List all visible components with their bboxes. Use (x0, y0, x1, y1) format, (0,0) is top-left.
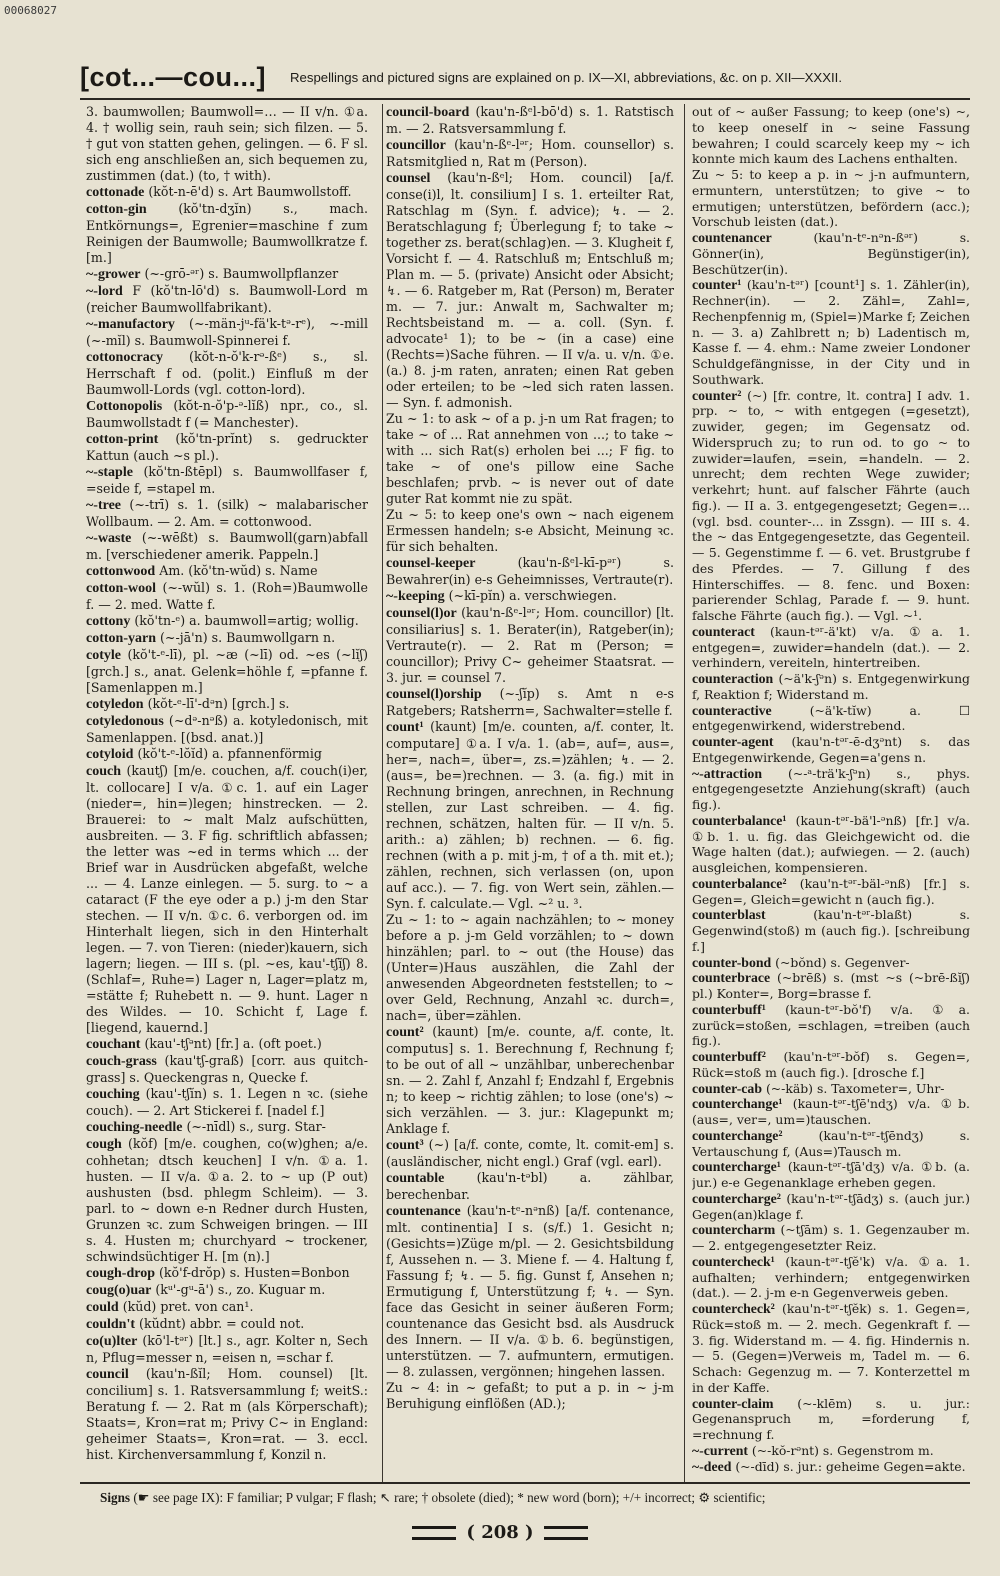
entry-text: (kŭd) pret. von can¹. (122, 1299, 254, 1314)
headword: cotyloid (86, 747, 134, 762)
headword: counsel(l)orship (386, 687, 482, 702)
dictionary-entry (692, 671, 970, 703)
dictionary-entry (86, 1333, 368, 1366)
dictionary-entry (692, 1301, 970, 1396)
dictionary-entry (692, 624, 970, 671)
entry-text: (kaunt) [m/e. counte, a/f. conte, lt. computus] s. 1. Berechnung f, Rechnung f; to be out of all ~ unzählbar, unberechenbar sn. — 2. Zahl f, Anzahl f; Endzahl f, Ergebnis n; to keep ~ richtig zählen; to lose (one's) ~ sich verzählen. — 3. jur.: Klagepunkt m; Anklage f. (386, 1024, 674, 1136)
dictionary-entry (386, 1024, 674, 1137)
dictionary-entry (386, 719, 674, 912)
dictionary-entry (692, 970, 970, 1002)
headword: count³ (386, 1138, 424, 1153)
entry-text: (~-nīdl) s., surg. Star- (186, 1119, 326, 1134)
entry-text: 3. baumwollen; Baumwoll=… — II v/n. ①a. 4. † wollig sein, rauh sein; sich filzen. — 5. † gut von statten gehen, gelingen. — 6. F sl. sich eng anschließen an, sich bequemen zu, zustimmen (dat.) (to, † with). (86, 104, 368, 183)
headword: cough (86, 1137, 122, 1152)
headword: counterchange¹ (692, 1096, 783, 1112)
headword: counter-agent (692, 734, 774, 749)
dictionary-entry (386, 1203, 674, 1380)
headword: countenancer (692, 230, 772, 245)
headword: cotton-wool (86, 581, 156, 596)
dictionary-entry (86, 630, 368, 647)
dictionary-entry (86, 1136, 368, 1265)
dictionary-entry (86, 201, 368, 266)
dictionary-entry (692, 955, 970, 971)
dictionary-entry (86, 696, 368, 713)
entry-text: (kau'tʃ-graß) [corr. aus quitch-grass] s. Queckengras n, Quecke f. (86, 1053, 368, 1085)
headword: counter-claim (692, 1395, 774, 1411)
headword: counterbalance² (692, 875, 787, 891)
entry-text: (~-ʃĭp) s. Amt n e-s Ratgebers; Ratsherrn=, Sachwalter=stelle f. (386, 686, 674, 718)
dictionary-entry (86, 1036, 368, 1053)
dictionary-entry (692, 1222, 970, 1254)
column-2 (386, 104, 674, 1482)
headword: ~-deed (692, 1458, 732, 1474)
entry-text: (~bŏnd) s. Gegenver- (775, 954, 910, 970)
entry-text: (kaun-tᵊʳ-tʃā'dʒ) v/a. ①b. (a. jur.) e-e Gegenanklage erheben gegen. (692, 1159, 970, 1190)
page-header (80, 62, 970, 98)
dictionary-entry (692, 1191, 970, 1223)
signs-text: (☛ see page IX): F familiar; P vulgar; F flash; ↖ rare; † obsolete (died); * new word (born); +/+ incorrect; ⚙ scientific; (133, 1490, 766, 1505)
dictionary-entry (86, 1053, 368, 1086)
dictionary-entry (86, 316, 368, 349)
headword: ~-keeping (386, 589, 445, 604)
headword: couchant (86, 1037, 141, 1052)
entry-text: (kau'-tʃᵊnt) [fr.] a. (oft poet.) (144, 1036, 322, 1051)
entry-text: (kŭdnt) abbr. = could not. (139, 1316, 305, 1331)
entry-text: (kau'n-tᵊʳ-blaßt) s. Gegenwind(stoß) m (auch fig.). [schreibung f.] (692, 907, 970, 954)
dictionary-entry (386, 588, 674, 605)
entry-text: Zu ~ 1: to ask ~ of a p. j-n um Rat fragen; to take ~ of ... Rat annehmen von ...; to take ~ with ... sich Rat(s) erholen bei ...; F fig. to take ~ of one's pillow eine Sache beschlafen; prvb. ~ is never out of date guter Rat kommt nie zu spät. (386, 411, 674, 506)
entry-text: (kau'n-tᵊʳ-bäl-ᵊnß) [fr.] s. Gegen=, Gleich=gewicht n (auch fig.). (692, 875, 970, 907)
dictionary-entry (692, 1049, 970, 1081)
headword: ~-grower (86, 267, 141, 282)
entry-text: (kŏ'tn-prĭnt) s. gedruckter Kattun (auch ~s pl.). (86, 431, 368, 463)
headword: ~-staple (86, 465, 133, 480)
dictionary-entry (692, 766, 970, 813)
dictionary-entry (386, 1137, 674, 1170)
headword: ~-tree (86, 498, 121, 513)
headword: ~-lord (86, 284, 123, 299)
headword: countercheck² (692, 1301, 775, 1316)
headword: counterbrace (692, 970, 771, 986)
headword: cotton-print (86, 432, 159, 447)
entry-text: (~) [fr. contre, lt. contra] I adv. 1. prp. ~ to, ~ with entgegen (=gesetzt), zuwider, gegen; im Gegensatz od. Widerspruch zu; to run od. to go ~ to zuwider=laufen, =sein, =handeln. — 2. unrecht; dem rechten Wege zuwider; verkehrt; hunt. auf falscher Fährte (auch fig.). — II a. 3. entgegengesetzt; Gegen=... (vgl. bsd. counter-... in Zssgn). — III s. 4. the ~ das Entgegengesetzte, das Gegenteil. — 5. Gegenstimme f. — 6. vet. Brustgrube f des Pferdes. — 7. Gillung f des Hinterschiffes. — 8. fenc. und Boxen: parierender Schlag, Parade f. — 9. hunt. falsche Fährte (auch fig.). — Vgl. ~¹. (692, 387, 970, 623)
dictionary-entry (86, 104, 368, 184)
entry-text: (~ä'k-tĭw) a. ☐ entgegenwirkend, widerstrebend. (692, 702, 970, 734)
dictionary-entry (386, 555, 674, 588)
dictionary-entry (86, 398, 368, 431)
dictionary-entry (86, 464, 368, 497)
entry-text: (kau'-tʃĭn) s. 1. Legen n ꝛc. (siehe couch). — 2. Art Stickerei f. [nadel f.] (86, 1086, 368, 1118)
entry-text: out of ~ außer Fassung; to keep (one's) ~, to keep oneself in ~ seine Fassung bewahren; I could scarcely keep my ~ ich konnte mich kaum des Lachens enthalten. (692, 104, 970, 167)
entry-text: (kŏt-ᵉ-lī'-dᵊn) [grch.] s. (147, 696, 290, 711)
dictionary-entry (692, 388, 970, 624)
headword: cotyle (86, 648, 121, 663)
entry-text: (kau'n-tᵊʳ) [count¹] s. 1. Zähler(in), Rechner(in). — 2. Zähl=, Zahl=, Rechenpfennig m, (Spiel=)Marke f; Zeichen n. — 3. a) Zahlbrett n; b) Ladentisch m, Kasse f. — 4. ehm.: Name zweier Londoner Schuldgefängnisse, in der City und in Southwark. (692, 277, 970, 387)
headword: could (86, 1300, 119, 1315)
headword: countenance (386, 1204, 461, 1219)
entry-text: (kau'n-ßᵉl-bō'd) s. 1. Ratstisch m. — 2. Ratsversammlung f. (386, 104, 674, 136)
entry-text: (~-wēßt) s. Baumwoll(garn)abfall m. [verschiedener amerik. Pappeln.] (86, 530, 368, 562)
headword: countable (386, 1171, 445, 1186)
headword: counsel-keeper (386, 556, 476, 571)
dictionary-entry (386, 104, 674, 137)
entry-text: (kau'n-tᵊʳ-ē-dʒᵊnt) s. das Entgegenwirkende, Gegen=a'gens n. (692, 734, 970, 765)
entry-text: (kŏ'tn-dʒĭn) s., mach. Entkörnungs=, Egrenier=maschine f zum Reinigen der Baumwolle; Baumwollkratze f. [m.] (86, 201, 368, 265)
headword: counteract (692, 623, 755, 639)
dictionary-entry (86, 763, 368, 1036)
headword: cotyledonous (86, 714, 164, 729)
entry-text: (kau'n-tᵊʳ-bŏf) s. Gegen=, Rück=stoß m (auch fig.). [drosche f.] (692, 1049, 970, 1080)
entry-text: (kᵘ'-gᵘ-ā') s., zo. Kuguar m. (155, 1282, 326, 1297)
dictionary-entry (692, 907, 970, 954)
entry-text: F (kŏ'tn-lō'd) s. Baumwoll-Lord m (reicher Baumwollfabrikant). (86, 283, 368, 315)
entry-text: (kau'n-tᵉ-nᵊnß) [a/f. contenance, mlt. continentia] I s. (s/f.) 1. Gesicht n; (Gesichts=)Züge m/pl. — 2. Gesichtsbildung f, Aussehen n. — 3. Miene f. — 4. Haltung f, Fassung f; ↯. — 5. fig. Gunst f, Ansehen n; Ermutigung f, Unterstützung f; ↯. — Syn. face das Gesicht in seiner äußeren Form; countenance das Gesicht bsd. als Ausdruck des Innern. — II v/a. ①b. 6. begünstigen, unterstützen. — 7. aufmuntern, ermutigen. — 8. zulassen, vergönnen; hingehen lassen. (386, 1203, 674, 1379)
entry-text: (kŏ't-ᵉ-lī), pl. ~æ (~lī) od. ~es (~lĭʃ) [grch.] s., anat. Gelenk=höhle f, =pfanne f. [Samenlappen m.] (86, 647, 368, 695)
entry-text: (~brēß) s. (mst ~s (~brē-ßĭʃ) pl.) Konter=, Borg=brasse f. (692, 970, 970, 1001)
headword: counteraction (692, 671, 774, 686)
guide-words: [cot...—cou...] (80, 62, 266, 92)
dictionary-entry (86, 647, 368, 696)
headword: counter² (692, 387, 742, 403)
entry-text: (~kī-pĭn) a. verschwiegen. (448, 588, 617, 603)
dictionary-entry (692, 1096, 970, 1128)
dictionary-entry (692, 1443, 970, 1459)
headword: cottony (86, 614, 131, 629)
dictionary-entry (86, 1316, 368, 1333)
entry-text: (kŏt-n-ŏ'p-ᵊ-lĭß) npr., co., sl. Baumwollstadt f (= Manchester). (86, 398, 368, 430)
headword: cotton-gin (86, 202, 147, 217)
headword: counter-cab (692, 1080, 762, 1096)
entry-text: (kau'n-tᵊʳ-tʃĕk) s. 1. Gegen=, Rück=stoß m. — 2. mech. Gegenkraft f. — 3. fig. Widerstand m. — 4. fig. Hindernis n. — 5. (Gegen=)Verweis m, Tadel m. — 6. Schach: Gegenzug m. — 7. Konterzettel m in der Kaffe. (692, 1301, 970, 1395)
entry-text: (~-grō-ᵊʳ) s. Baumwollpflanzer (144, 266, 339, 281)
dictionary-entry (86, 746, 368, 763)
entry-text: (kaun-tᵊʳ-ä'kt) v/a. ①a. 1. entgegen=, zuwider=handeln (dat.). — 2. verhindern, vereiteln, hintertreiben. (692, 623, 970, 671)
dictionary-entry (386, 411, 674, 507)
dictionary-entry (86, 1086, 368, 1119)
headword: countercharge² (692, 1190, 781, 1206)
dictionary-entry (86, 1366, 368, 1463)
headword: count¹ (386, 720, 424, 735)
dictionary-entry (692, 277, 970, 387)
entry-text: (~-dīd) s. jur.: geheime Gegen=akte. (735, 1458, 966, 1474)
header-note: Respellings and pictured signs are explained on p. IX—XI, abbreviations, &c. on p. XII—XXXII. (290, 70, 842, 85)
dictionary-entry (692, 734, 970, 766)
page-number (0, 1522, 1000, 1543)
entry-text: (~-trī) s. 1. (silk) ~ malabarischer Wollbaum. — 2. Am. = cottonwood. (86, 497, 368, 529)
left-ornament (412, 1526, 456, 1540)
entry-text: (~-ᵃ-trä'k-ʃᵊn) s., phys. entgegengesetzte Anziehung(skraft) (auch fig.). (692, 765, 970, 812)
entry-text: Am. (kŏ'tn-wŭd) s. Name (159, 563, 318, 578)
entry-text: (kŏt-n-ē'd) s. Art Baumwollstoff. (148, 184, 352, 199)
entry-text: (kau'n-ßᵉl; Hom. council) [a/f. conse(i)l, lt. consilium] I s. 1. erteilter Rat, Ratschlag m (Syn. f. advice); ↯. — 2. Beratschlagung f; Überlegung f; to take ~ together zs. berat(schlag)en. — 3. Klugheit f, Vorsicht f. — 4. Ratschluß m; Entschluß m; Plan m. — 5. (private) Ansicht oder Absicht; ↯. — 6. Ratgeber m, Rat (Person) m, Berater m. — 7. jur.: Anwalt m, Sachwalter m; Rechtsbeistand m. — a. coll. (Syn. f. advocate¹ 1); to be ~ (in a case) eine (Rechts=)Sache führen. — II v/a. u. v/n. ①e.(a.) 8. j-m raten, anraten; einen Rat geben oder erteilen; to be ~led sich raten lassen. — Syn. f. admonish. (386, 170, 674, 410)
headword: couch-grass (86, 1054, 157, 1069)
dictionary-entry (692, 1128, 970, 1160)
headword: council-board (386, 105, 470, 120)
dictionary-entry (692, 1081, 970, 1097)
entry-text: (kau'n-ßᵉ-lᵊʳ; Hom. councillor) [lt. consiliarius] s. 1. Berater(in), Ratgeber(in); Vertraute(r). — 2. Rat m (Person; = councillor); Privy C~ geheimer Staatsrat. — 3. jur. = counsel 7. (386, 605, 674, 685)
entry-text: Zu ~ 5: to keep a p. in ~ j-n aufmuntern, ermuntern, unterstützen; to give ~ to ermutigen; unterstützen, befördern (acc.); Vorschub leisten (dat.). (692, 167, 970, 230)
headword: cotton-yarn (86, 631, 156, 646)
right-ornament (544, 1526, 588, 1540)
entry-text: (~-män-jᵘ-fä'k-tᵊ-rᵉ), ~-mill (~-mĭl) s. Baumwoll-Spinnerei f. (86, 316, 368, 348)
headword: ~-attraction (692, 765, 763, 781)
dictionary-entry (86, 283, 368, 316)
signs-label: Signs (100, 1490, 131, 1505)
dictionary-entry (86, 580, 368, 613)
dictionary-entry (386, 605, 674, 686)
entry-text: (kŏ't-ᵉ-lŏĭd) a. pfannenförmig (137, 746, 322, 761)
dictionary-entry (86, 1119, 368, 1136)
headword: countercharm (692, 1222, 776, 1238)
entry-text: (kau'n-ßĭl; Hom. counsel) [lt. concilium] s. 1. Ratsversammlung f; weitS.: Beratung f. — 2. Rat m (als Körperschaft); Staats=, Kron=rat m; Privy C~ in England: geheimer Staats=, Kron=rat. — 3. eccl. hist. Kirchenversammlung f, Konzil n. (86, 1366, 368, 1462)
headword: coug(o)uar (86, 1283, 152, 1298)
entry-text: (kaunt) [m/e. counten, a/f. conter, lt. computare] ①a. I v/a. 1. (ab=, auf=, aus=, her=, nach=, über=, zs.=)zählen; ↯. — 2. (aus=, be=)rechnen. — 3. (a. fig.) mit in Rechnung bringen, anrechnen, in Rechnung stellen, zur Last schreiben. — 4. fig. rechnen, schätzen, halten für. — II v/n. 5. arith.: a) zählen; b) rechnen. — 6. fig. rechnen (with a p. mit j-m, † of a th. mit et.); zählen, rechnen, sich verlassen (on, upon auf acc.). — 7. fig. von Wert sein, zählen.— Syn. f. calculate.— Vgl. ~² u. ³. (386, 719, 674, 911)
dictionary-entry (86, 563, 368, 580)
headword: counterbuff² (692, 1049, 766, 1064)
entry-text: (kau'n-ßᵉl-kī-pᵊʳ) s. Bewahrer(in) e-s Geheimnisses, Vertraute(r). (386, 555, 674, 587)
dictionary-entry (386, 912, 674, 1024)
headword: couching (86, 1087, 140, 1102)
dictionary-entry (692, 230, 970, 277)
headword: counsel(l)or (386, 606, 457, 621)
footer-rule (80, 1482, 970, 1484)
entry-text: (kŏf) [m/e. coughen, co(w)ghen; a/e. cohhetan; dtsch keuchen] I v/n. ①a. 1. husten. — II v/a. ①a. 2. to ~ up (P out) aushusten (bsd. phlegm Schleim). — 3. parl. to ~ down e-n Redner durch Husten, Grunzen ꝛc. zum Schweigen bringen. — III s. 4. Husten m; churchyard ~ trockener, schwindsüchtiger H. [m (n).] (86, 1136, 368, 1264)
dictionary-entry (386, 686, 674, 719)
entry-text: (kau'n-tᵊʳ-tʃēndʒ) s. Vertauschung f, (Aus=)Tausch m. (692, 1127, 970, 1159)
entry-text: (kaun-tᵊʳ-tʃē'ndʒ) v/a. ①b. (aus=, ver=, um=)tauschen. (692, 1096, 970, 1127)
headword: count² (386, 1025, 424, 1040)
headword: Cottonopolis (86, 399, 163, 414)
headword: cottonwood (86, 564, 156, 579)
dictionary-entry (386, 1380, 674, 1412)
headword: couch (86, 764, 121, 779)
dictionary-entry (692, 1254, 970, 1301)
dictionary-entry (692, 876, 970, 908)
dictionary-entry (692, 813, 970, 876)
dictionary-entry (386, 170, 674, 411)
entry-text: Zu ~ 5: to keep one's own ~ nach eigenem Ermessen handeln; s-e Absicht, Meinung ꝛc. für sich behalten. (386, 507, 674, 554)
entry-text: Zu ~ 1: to ~ again nachzählen; to ~ money before a p. j-m Geld vorzählen; to ~ down hinzählen; parl. to ~ out (the House) das (Unter=)Haus auszählen, die Zahl der anwesenden Abgeordneten feststellen; to ~ over Geld, Rechnung, Anzahl ꝛc. durch=, nach=, über=zählen. (386, 912, 674, 1023)
headword: counteractive (692, 702, 772, 718)
entry-text: (~dᵊ-nᵊß) a. kotyledonisch, mit Samenlappen. [(bsd. anat.)] (86, 713, 368, 745)
headword: cotyledon (86, 697, 144, 712)
entry-text: (~ä'k-ʃᵊn) s. Entgegenwirkung f, Reaktion f; Widerstand m. (692, 671, 970, 702)
headword: ~-current (692, 1442, 748, 1458)
dictionary-entry (386, 137, 674, 170)
headword: couching-needle (86, 1120, 183, 1135)
headword: counter-bond (692, 954, 772, 970)
dictionary-entry (86, 431, 368, 464)
header-rule (80, 98, 970, 100)
headword: ~-waste (86, 531, 132, 546)
dictionary-entry (692, 1002, 970, 1049)
entry-text: (kŏ'tn-ᵉ) a. baumwoll=artig; wollig. (134, 613, 359, 628)
entry-text: (kaun-tᵊʳ-tʃĕ'k) v/a. ①a. 1. aufhalten; verhindern; entgegenwirken (dat.). — 2. j-m e-n Gegenverweis geben. (692, 1253, 970, 1301)
headword: counterchange² (692, 1127, 783, 1143)
entry-text: (~-wŭl) s. 1. (Roh=)Baumwolle f. — 2. med. Watte f. (86, 580, 368, 612)
headword: couldn't (86, 1317, 136, 1332)
dictionary-columns (86, 104, 970, 1482)
headword: cough-drop (86, 1266, 155, 1281)
dictionary-entry (86, 349, 368, 398)
headword: counter¹ (692, 277, 742, 293)
dictionary-entry (86, 497, 368, 530)
dictionary-entry (86, 1282, 368, 1299)
entry-text: (kŏt-n-ŏ'k-rᵊ-ßᵉ) s., sl. Herrschaft f od. (polit.) Einfluß m der Baumwoll-Lords (vgl. cotton-lord). (86, 349, 368, 397)
entry-text: (kau'n-ßᵉ-lᵊʳ; Hom. counsellor) s. Ratsmitglied n, Rat m (Person). (386, 137, 674, 169)
entry-text: Zu ~ 4: in ~ gefaßt; to put a p. in ~ j-m Beruhigung einflößen (AD.); (386, 1380, 674, 1411)
entry-text: (kaun-tᵊʳ-bŏ'f) v/a. ①a. zurück=stoßen, =schlagen, =treiben (auch fig.). (692, 1001, 970, 1049)
headword: countercheck¹ (692, 1253, 775, 1269)
entry-text: (~-jā'n) s. Baumwollgarn n. (160, 630, 336, 645)
entry-text: (kau'n-tᵊbl) a. zählbar, berechenbar. (386, 1170, 674, 1202)
entry-text: (~) [a/f. conte, comte, lt. comit-em] s. (ausländischer, nicht engl.) Graf (vgl. earl). (386, 1137, 674, 1169)
entry-text: (~tʃām) s. 1. Gegenzauber m. — 2. entgegengesetzter Reiz. (692, 1222, 970, 1253)
headword: countercharge¹ (692, 1159, 781, 1175)
headword: co(u)lter (86, 1334, 138, 1349)
headword: counterbalance¹ (692, 812, 787, 828)
dictionary-entry (86, 713, 368, 746)
dictionary-entry (86, 1299, 368, 1316)
dictionary-entry (692, 1396, 970, 1443)
dictionary-entry (86, 530, 368, 563)
dictionary-entry (692, 1459, 970, 1475)
column-3 (692, 104, 970, 1482)
entry-text: (kŏ'tn-ßtēpl) s. Baumwollfaser f, =seide f, =stapel m. (86, 464, 368, 496)
dictionary-entry (386, 1170, 674, 1203)
column-1 (86, 104, 368, 1482)
headword: counterblast (692, 907, 766, 923)
entry-text: (~-käb) s. Taxometer=, Uhr- (765, 1080, 945, 1096)
dictionary-entry (86, 1265, 368, 1282)
entry-text: (kŏ'f-drŏp) s. Husten=Bonbon (159, 1265, 350, 1280)
dictionary-entry (692, 1159, 970, 1191)
entry-text: (~-klēm) s. u. jur.: Gegenanspruch m, =forderung f, =rechnung f. (692, 1395, 970, 1442)
page-number-text: ( 208 ) (466, 1522, 534, 1543)
headword: ~-manufactory (86, 317, 175, 332)
headword: counsel (386, 171, 431, 186)
entry-text: (kō'l-tᵊʳ) [lt.] s., agr. Kolter n, Sech n, Pflug=messer n, =eisen n, =schar f. (86, 1333, 368, 1365)
headword: councillor (386, 138, 446, 153)
dictionary-entry (692, 167, 970, 230)
entry-text: (~-kŏ-rᵊnt) s. Gegenstrom m. (751, 1442, 934, 1458)
dictionary-entry (86, 613, 368, 630)
dictionary-entry (692, 703, 970, 735)
dictionary-entry (86, 266, 368, 283)
signs-legend (100, 1490, 970, 1506)
headword: council (86, 1367, 129, 1382)
dictionary-entry (86, 184, 368, 201)
dictionary-entry (386, 507, 674, 555)
entry-text: (kautʃ) [m/e. couchen, a/f. couch(i)er, lt. collocare] I v/a. ①c. 1. auf ein Lager (nieder=, hin=)legen; hinstrecken. — 2. Brauerei: to ~ malt Malz aufschütten, ausbreiten. — 3. F fig. schriftlich abfassen; the letter was ~ed in terms which ... der Brief war in Ausdrücken abgefaßt, welche ... — 4. Lanze einlegen. — 5. surg. to ~ a cataract (F the eye oder a p.) j-m den Star stechen. — II v/n. ①c. 6. verborgen od. im Hinterhalt liegen, sich in den Hinterhalt legen. — 7. von Tieren: (nieder)kauern, sich lagern; liegen. — III s. (pl. ~es, kau'-tʃĭʃ) 8. (Schlaf=, Ruhe=) Lager n, Lager=platz m, =stätte f; Ruhebett n. — 9. hunt. Lager n des Wildes. — 10. Schicht f, Lage f. [liegend, kauernd.] (86, 763, 368, 1035)
image-id: 00068027 (4, 4, 57, 17)
entry-text: (kau'n-tᵉ-nᵊn-ßᵊʳ) s. Gönner(in), Begünstiger(in), Beschützer(in). (692, 230, 970, 277)
entry-text: (kau'n-tᵊʳ-tʃādʒ) s. (auch jur.) Gegen(an)klage f. (692, 1190, 970, 1222)
dictionary-entry (692, 104, 970, 167)
headword: cottonade (86, 185, 145, 200)
headword: cottonocracy (86, 350, 163, 365)
headword: counterbuff¹ (692, 1001, 766, 1017)
entry-text: (kaun-tᵊʳ-bä'l-ᵊnß) [fr.] v/a. ①b. 1. u. fig. das Gleichgewicht od. die Wage halten (dat.); aufwiegen. — 2. (auch) ausgleichen, kompensieren. (692, 812, 970, 875)
